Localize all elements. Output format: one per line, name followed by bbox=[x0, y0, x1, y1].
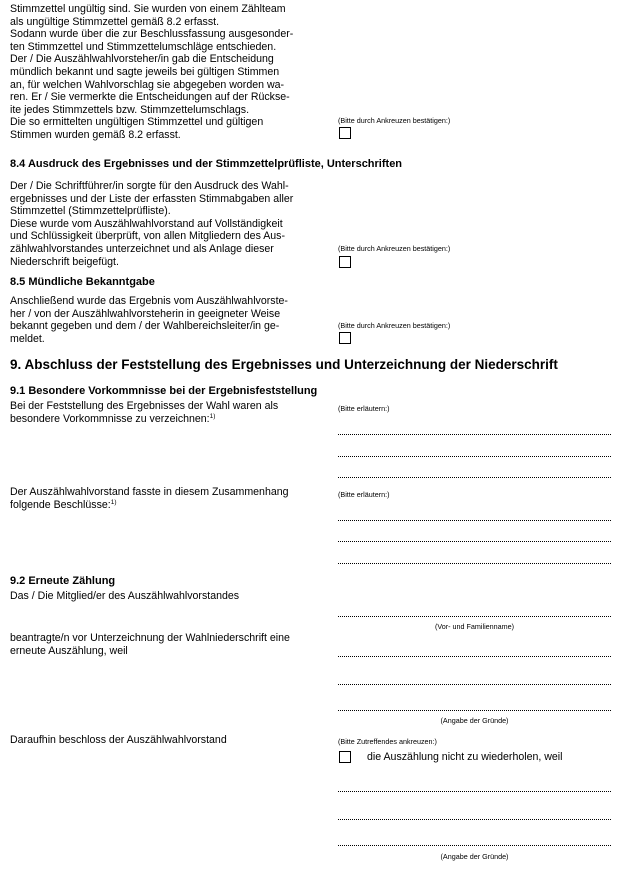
explain-note-2: (Bitte erläutern:) bbox=[338, 490, 390, 499]
text-line: Niederschrift beigefügt. bbox=[10, 255, 119, 268]
text-line: Stimmen wurden gemäß 8.2 erfasst. bbox=[10, 128, 181, 141]
section-8-4-text bbox=[10, 180, 324, 268]
text-line: Der / Die Auszählwahlvorsteher/in gab die Entscheidung bbox=[10, 53, 274, 66]
incidents-line-3[interactable] bbox=[338, 477, 611, 478]
decision-reason-line-1[interactable] bbox=[338, 791, 611, 792]
text-line: ite jedes Stimmzettels bzw. Stimmzettelumschlags. bbox=[10, 103, 250, 116]
reason-line-1[interactable] bbox=[338, 656, 611, 657]
confirm-note-8-4: (Bitte durch Ankreuzen bestätigen:) bbox=[338, 244, 451, 253]
explain-note-1: (Bitte erläutern:) bbox=[338, 404, 390, 413]
confirm-note-8-5: (Bitte durch Ankreuzen bestätigen:) bbox=[338, 321, 451, 330]
resolutions-line-1[interactable] bbox=[338, 520, 611, 521]
resolutions-question bbox=[10, 486, 324, 511]
incidents-line-2[interactable] bbox=[338, 456, 611, 457]
text-line: als ungültige Stimmzettel gemäß 8.2 erfasst. bbox=[10, 15, 220, 28]
footnote-ref: 1) bbox=[209, 412, 216, 420]
members-text: Das / Die Mitglied/er des Auszählwahlvorstandes bbox=[10, 590, 240, 602]
text-line: beantragte/n vor Unterzeichnung der Wahlniederschrift eine bbox=[10, 632, 290, 644]
checkbox-no-recount[interactable] bbox=[339, 751, 351, 763]
decision-reason-line-3[interactable] bbox=[338, 845, 611, 846]
section-9-2-heading: 9.2 Erneute Zählung bbox=[10, 575, 116, 587]
recount-request-text bbox=[10, 632, 324, 657]
text-line: zählwahlvorstandes unterzeichnet und als Anlage dieser bbox=[10, 242, 274, 255]
section-8-5-text bbox=[10, 295, 324, 345]
section-8-4-heading: 8.4 Ausdruck des Ergebnisses und der Stimmzettelprüfliste, Unterschriften bbox=[10, 158, 403, 170]
footnote-ref: 1) bbox=[110, 498, 117, 506]
text-line: mündlich bekannt und sagte jeweils bei gültigen Stimmen bbox=[10, 65, 280, 78]
decision-reason-line-2[interactable] bbox=[338, 819, 611, 820]
reasons-caption-1: (Angabe der Gründe) bbox=[440, 716, 509, 725]
section-8-5-heading: 8.5 Mündliche Bekanntgabe bbox=[10, 276, 155, 288]
incidents-question bbox=[10, 400, 324, 425]
text-line: Bei der Feststellung des Ergebnisses der Wahl waren als bbox=[10, 400, 279, 412]
reasons-caption-2: (Angabe der Gründe) bbox=[440, 852, 509, 861]
checkbox-8-4[interactable] bbox=[339, 256, 351, 268]
text-line: ergebnisses und der Liste der erfassten Stimmabgaben aller bbox=[10, 192, 294, 205]
text-line: ten Stimmzettel und Stimmzettelumschläge entschieden. bbox=[10, 40, 277, 53]
text-line: ren. Er / Sie vermerkte die Entscheidungen auf der Rückse- bbox=[10, 91, 290, 104]
text-line: Sodann wurde über die zur Beschlussfassung ausgesonder- bbox=[10, 28, 294, 41]
section-9-heading: 9. Abschluss der Feststellung des Ergebnisses und Unterzeichnung der Niederschrift bbox=[10, 357, 558, 372]
checkbox-8-3[interactable] bbox=[339, 127, 351, 139]
incidents-line-1[interactable] bbox=[338, 434, 611, 435]
text-line: Der / Die Schriftführer/in sorgte für den Ausdruck des Wahl- bbox=[10, 180, 289, 192]
text-line: besondere Vorkommnisse zu verzeichnen: bbox=[10, 412, 210, 425]
section-8-3-text bbox=[10, 3, 324, 142]
reason-line-3[interactable] bbox=[338, 710, 611, 711]
text-line: meldet. bbox=[10, 332, 45, 345]
text-line: Diese wurde vom Auszählwahlvorstand auf Vollständigkeit bbox=[10, 217, 283, 230]
text-line: Die so ermittelten ungültigen Stimmzettel und gültigen bbox=[10, 116, 264, 129]
text-line: Der Auszählwahlvorstand fasste in diesem Zusammenhang bbox=[10, 486, 289, 498]
resolutions-line-3[interactable] bbox=[338, 563, 611, 564]
decision-text: Daraufhin beschloss der Auszählwahlvorstand bbox=[10, 734, 227, 746]
text-line: Anschließend wurde das Ergebnis vom Auszählwahlvorste- bbox=[10, 295, 288, 307]
reason-line-2[interactable] bbox=[338, 684, 611, 685]
text-line: her / von der Auszählwahlvorsteherin in geeigneter Weise bbox=[10, 307, 281, 320]
text-line: Stimmzettel (Stimmzettelprüfliste). bbox=[10, 205, 171, 218]
no-recount-label: die Auszählung nicht zu wiederholen, weil bbox=[367, 751, 563, 763]
confirm-note-8-3: (Bitte durch Ankreuzen bestätigen:) bbox=[338, 116, 451, 125]
text-line: folgende Beschlüsse: bbox=[10, 498, 111, 511]
checkbox-8-5[interactable] bbox=[339, 332, 351, 344]
text-line: und Schlüssigkeit überprüft, von allen Mitgliedern des Aus- bbox=[10, 230, 286, 243]
member-name-line[interactable] bbox=[338, 616, 611, 617]
section-9-1-heading: 9.1 Besondere Vorkommnisse bei der Ergebnisfeststellung bbox=[10, 385, 318, 397]
text-line: an, für welchen Wahlvorschlag sie abgegeben worden wa- bbox=[10, 78, 285, 91]
resolutions-line-2[interactable] bbox=[338, 541, 611, 542]
text-line: Stimmzettel ungültig sind. Sie wurden von einem Zählteam bbox=[10, 3, 286, 15]
name-caption: (Vor- und Familienname) bbox=[434, 622, 515, 631]
text-line: erneute Auszählung, weil bbox=[10, 644, 128, 657]
select-note: (Bitte Zutreffendes ankreuzen:) bbox=[338, 737, 437, 746]
text-line: bekannt gegeben und dem / der Wahlbereichsleiter/in ge- bbox=[10, 320, 280, 333]
